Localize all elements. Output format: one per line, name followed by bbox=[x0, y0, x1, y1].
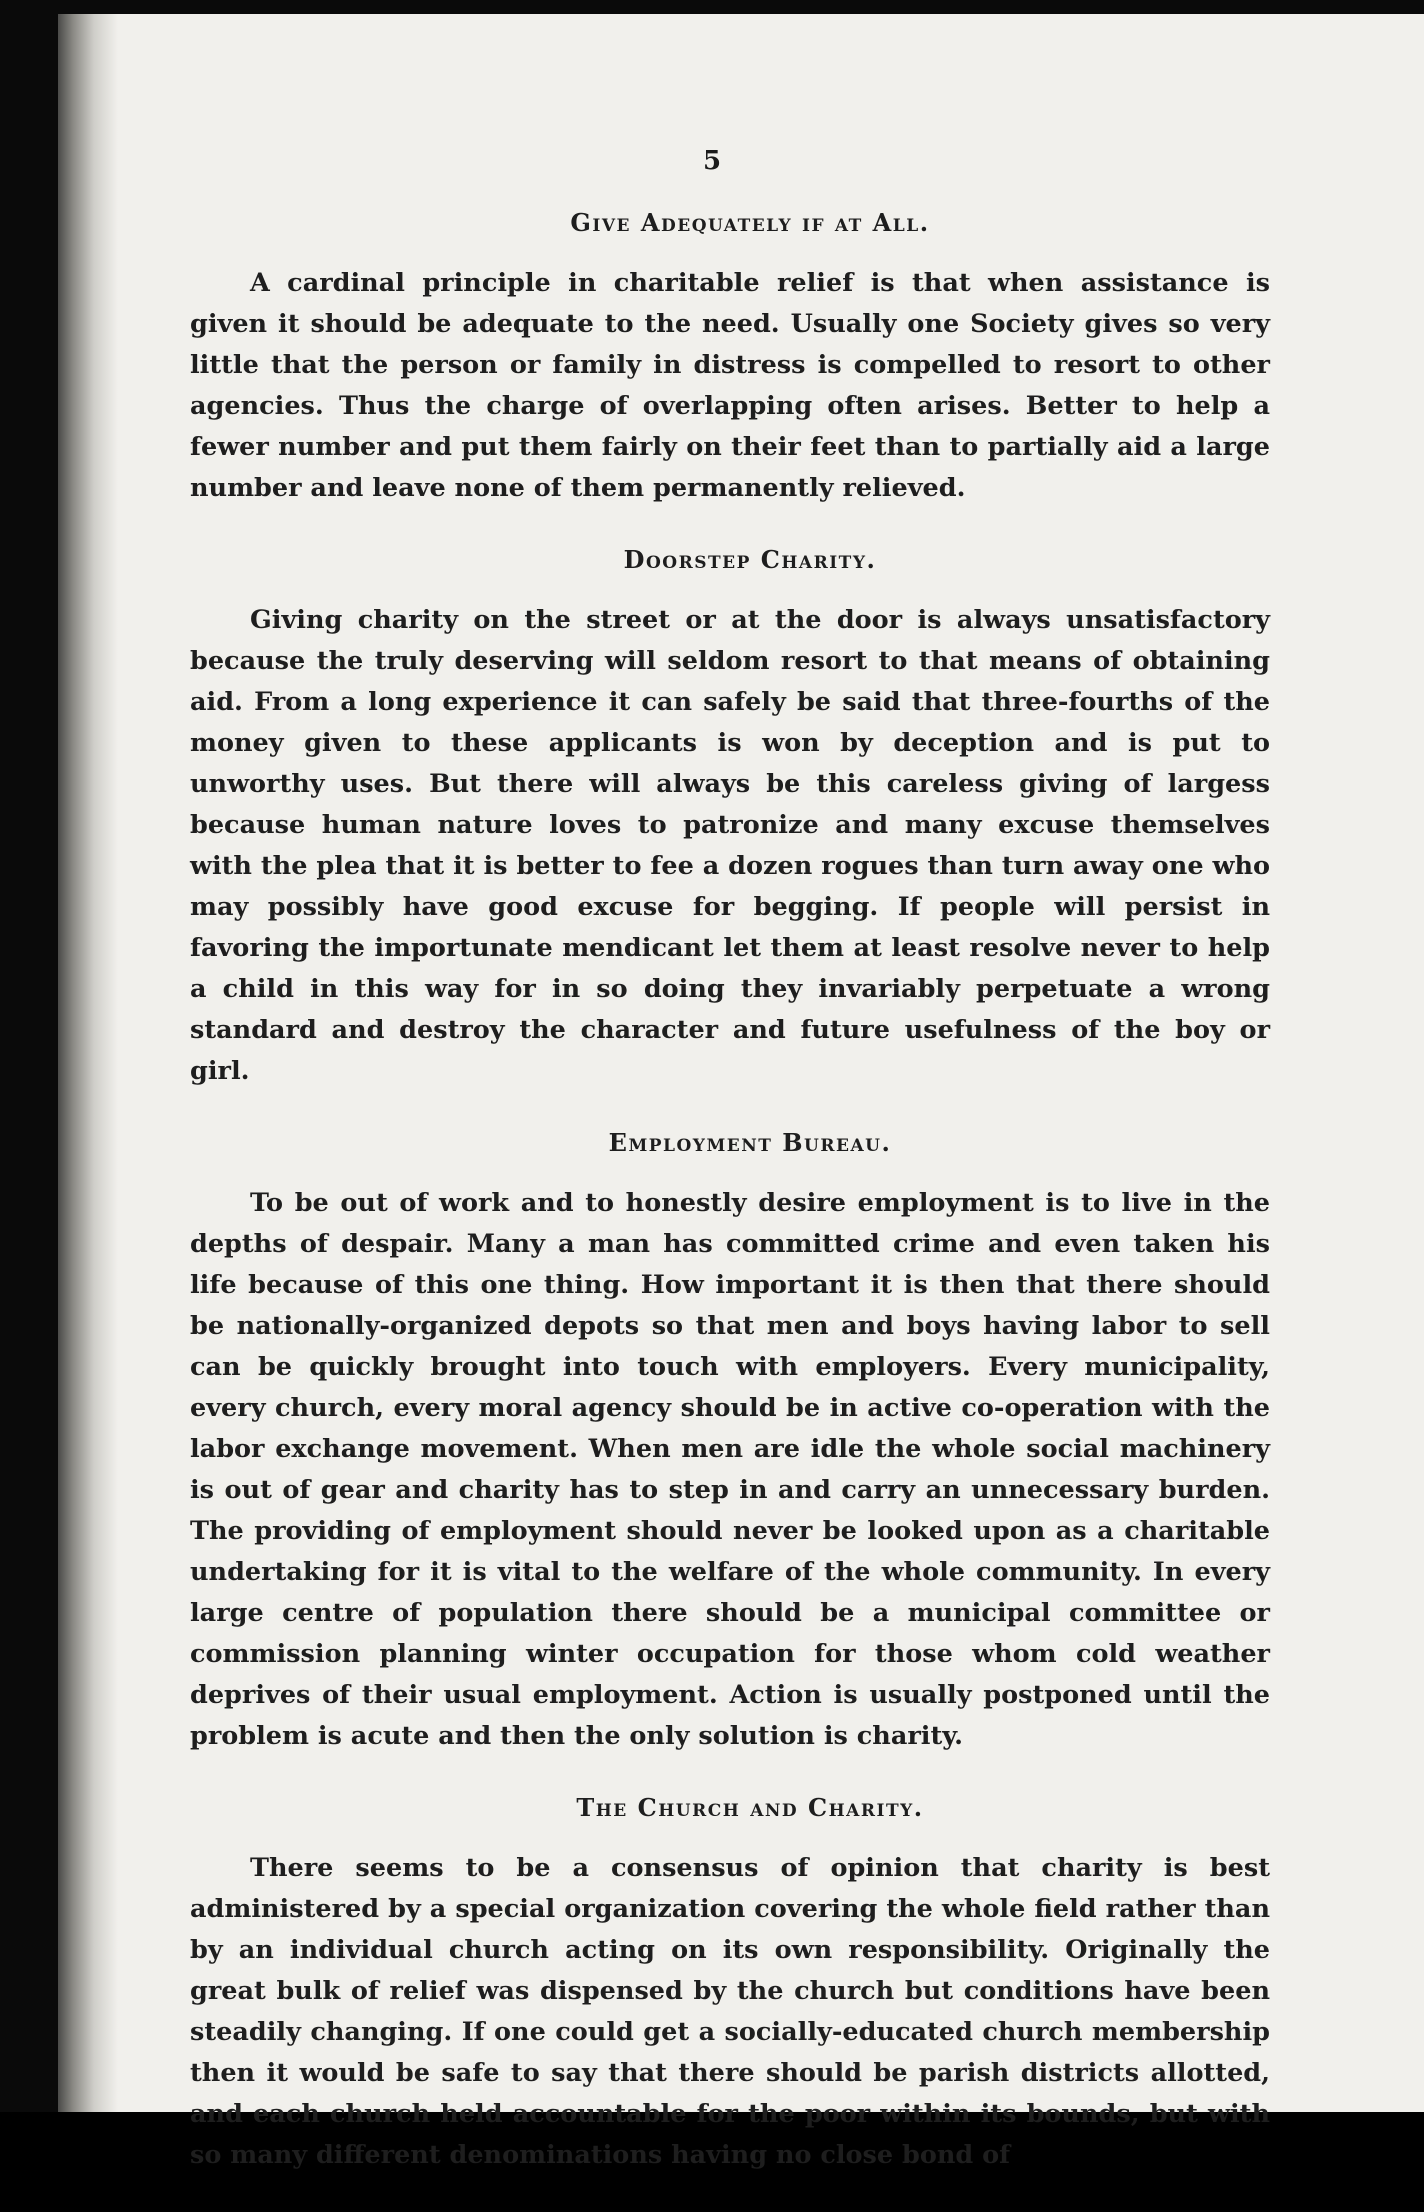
section-title: Give Adequately if at All. bbox=[570, 208, 930, 237]
section-title: The Church and Charity. bbox=[576, 1793, 924, 1822]
page-content bbox=[190, 208, 1270, 2212]
section-church-and-charity bbox=[190, 1793, 1270, 2176]
section-body: Giving charity on the street or at the door is always unsatisfactory because the truly deserving will seldom resort to that means of obtaining aid. From a long experience it can safely be said that three-fourths of the money given to these applicants is won by deception and is put to unworthy uses. But there will always be this careless giving of largess because human nature loves to patronize and many excuse themselves with the plea that it is better to fee a dozen rogues than turn away one who may possibly have good excuse for begging. If people will persist in favoring the importunate mendicant let them at least resolve never to help a child in this way for in so doing they invariably perpetuate a wrong standard and destroy the character and future usefulness of the boy or girl. bbox=[190, 605, 1270, 1086]
section-title: Employment Bureau. bbox=[608, 1128, 892, 1157]
section-employment-bureau bbox=[190, 1128, 1270, 1757]
section-body: To be out of work and to honestly desire employment is to live in the depths of despair. Many a man has committed crime and even taken his life because of this one thing. How important it is then that there should be nationally-organized depots so that men and boys having labor to sell can be quickly brought into touch with employers. Every municipality, every church, every moral agency should be in active co-operation with the labor exchange movement. When men are idle the whole social machinery is out of gear and charity has to step in and carry an unnecessary burden. The providing of employment should never be looked upon as a charitable undertaking for it is vital to the welfare of the whole community. In every large centre of population there should be a municipal committee or commission planning winter occupation for those whom cold weather deprives of their usual employment. Action is usually postponed until the problem is acute and then the only solution is charity. bbox=[190, 1188, 1270, 1751]
section-give-adequately bbox=[190, 208, 1270, 509]
section-body: A cardinal principle in charitable relief is that when assistance is given it should be adequate to the need. Usually one Society gives so very little that the person or family in distress is compelled to resort to other agencies. Thus the charge of overlapping often arises. Better to help a fewer number and put them fairly on their feet than to partially aid a large number and leave none of them permanently relieved. bbox=[190, 268, 1270, 503]
section-title: Doorstep Charity. bbox=[623, 545, 877, 574]
page-number: 5 bbox=[702, 146, 722, 176]
binding-shadow bbox=[58, 14, 118, 2112]
section-body: There seems to be a consensus of opinion that charity is best administered by a special organization covering the whole field rather than by an individual church acting on its own responsibility. Originally the great bulk of relief was dispensed by the church but conditions have been steadily changing. If one could get a socially-educated church membership then it would be safe to say that there should be parish districts allotted, and each church held accountable for the poor within its bounds, but with so many different denominations having no close bond of bbox=[190, 1853, 1270, 2170]
section-doorstep-charity bbox=[190, 545, 1270, 1092]
